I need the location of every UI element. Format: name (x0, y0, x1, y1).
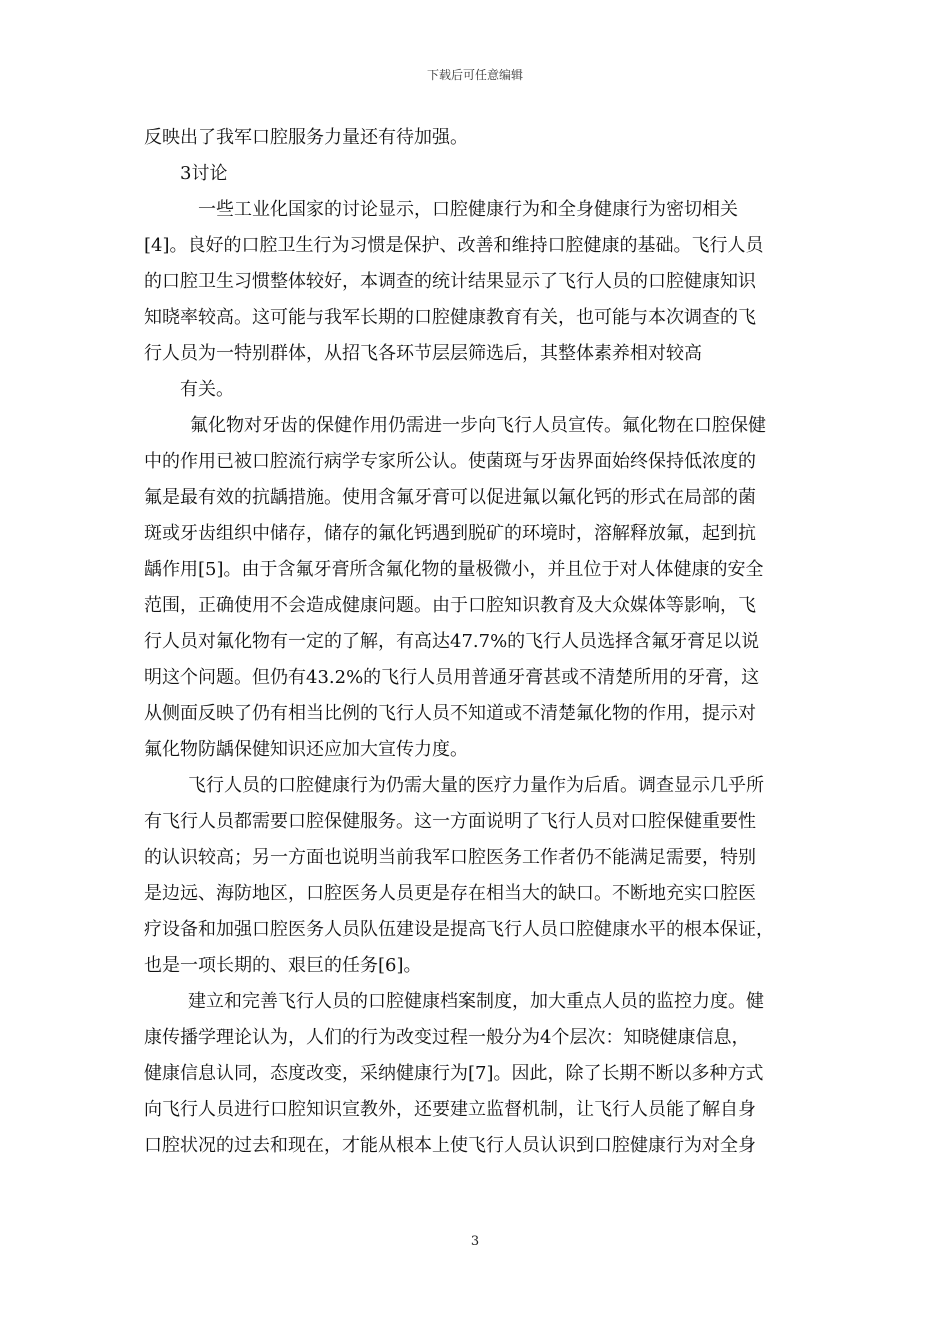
text-line: 3讨论 (180, 163, 228, 184)
text-line: 疗设备和加强口腔医务人员队伍建设是提高飞行人员口腔健康水平的根本保证， (144, 919, 774, 940)
text-line: 有关。 (180, 379, 234, 400)
text-line: 康传播学理论认为，人们的行为改变过程一般分为4个层次：知晓健康信息， (144, 1027, 750, 1048)
text-line: 健康信息认同，态度改变，采纳健康行为[7]。因此，除了长期不断以多种方式 (144, 1063, 764, 1084)
text-line: 飞行人员的口腔健康行为仍需大量的医疗力量作为后盾。调查显示几乎所 (188, 775, 764, 796)
text-line: 明这个问题。但仍有43.2%的飞行人员用普通牙膏甚或不清楚所用的牙膏，这 (144, 667, 760, 688)
text-line: 氟化物防龋保健知识还应加大宣传力度。 (144, 739, 468, 760)
text-line: 氟化物对牙齿的保健作用仍需进一步向飞行人员宣传。氟化物在口腔保健 (190, 415, 766, 436)
text-line: 知晓率较高。这可能与我军长期的口腔健康教育有关，也可能与本次调查的飞 (144, 307, 756, 328)
text-line: [4]。良好的口腔卫生行为习惯是保护、改善和维持口腔健康的基础。飞行人员 (144, 235, 764, 256)
text-line: 龋作用[5]。由于含氟牙膏所含氟化物的量极微小，并且位于对人体健康的安全 (144, 559, 764, 580)
page-header: 下载后可任意编辑 (426, 68, 523, 82)
text-line: 的认识较高；另一方面也说明当前我军口腔医务工作者仍不能满足需要，特别 (144, 847, 756, 868)
text-line: 口腔状况的过去和现在，才能从根本上使飞行人员认识到口腔健康行为对全身 (144, 1135, 756, 1156)
text-line: 反映出了我军口腔服务力量还有待加强。 (144, 127, 468, 148)
text-line: 从侧面反映了仍有相当比例的飞行人员不知道或不清楚氟化物的作用，提示对 (144, 703, 756, 724)
text-line: 氟是最有效的抗龋措施。使用含氟牙膏可以促进氟以氟化钙的形式在局部的菌 (144, 487, 756, 508)
text-line: 范围，正确使用不会造成健康问题。由于口腔知识教育及大众媒体等影响，飞 (144, 595, 756, 616)
text-line: 行人员为一特别群体，从招飞各环节层层筛选后，其整体素养相对较高 (144, 343, 702, 364)
text-line: 斑或牙齿组织中储存，储存的氟化钙遇到脱矿的环境时，溶解释放氟，起到抗 (144, 523, 756, 544)
text-line: 一些工业化国家的讨论显示，口腔健康行为和全身健康行为密切相关 (198, 199, 738, 220)
text-line: 向飞行人员进行口腔知识宣教外，还要建立监督机制，让飞行人员能了解自身 (144, 1099, 756, 1120)
text-line: 有飞行人员都需要口腔保健服务。这一方面说明了飞行人员对口腔保健重要性 (144, 811, 756, 832)
text-line: 也是一项长期的、艰巨的任务[6]。 (144, 955, 422, 976)
text-line: 是边远、海防地区，口腔医务人员更是存在相当大的缺口。不断地充实口腔医 (144, 883, 756, 904)
text-line: 建立和完善飞行人员的口腔健康档案制度，加大重点人员的监控力度。健 (188, 991, 764, 1012)
document-body (144, 120, 822, 1164)
text-line: 行人员对氟化物有一定的了解，有高达47.7%的飞行人员选择含氟牙膏足以说 (144, 631, 760, 652)
text-line: 的口腔卫生习惯整体较好，本调查的统计结果显示了飞行人员的口腔健康知识 (144, 271, 756, 292)
text-line: 中的作用已被口腔流行病学专家所公认。使菌斑与牙齿界面始终保持低浓度的 (144, 451, 756, 472)
page-number: 3 (470, 1234, 480, 1249)
